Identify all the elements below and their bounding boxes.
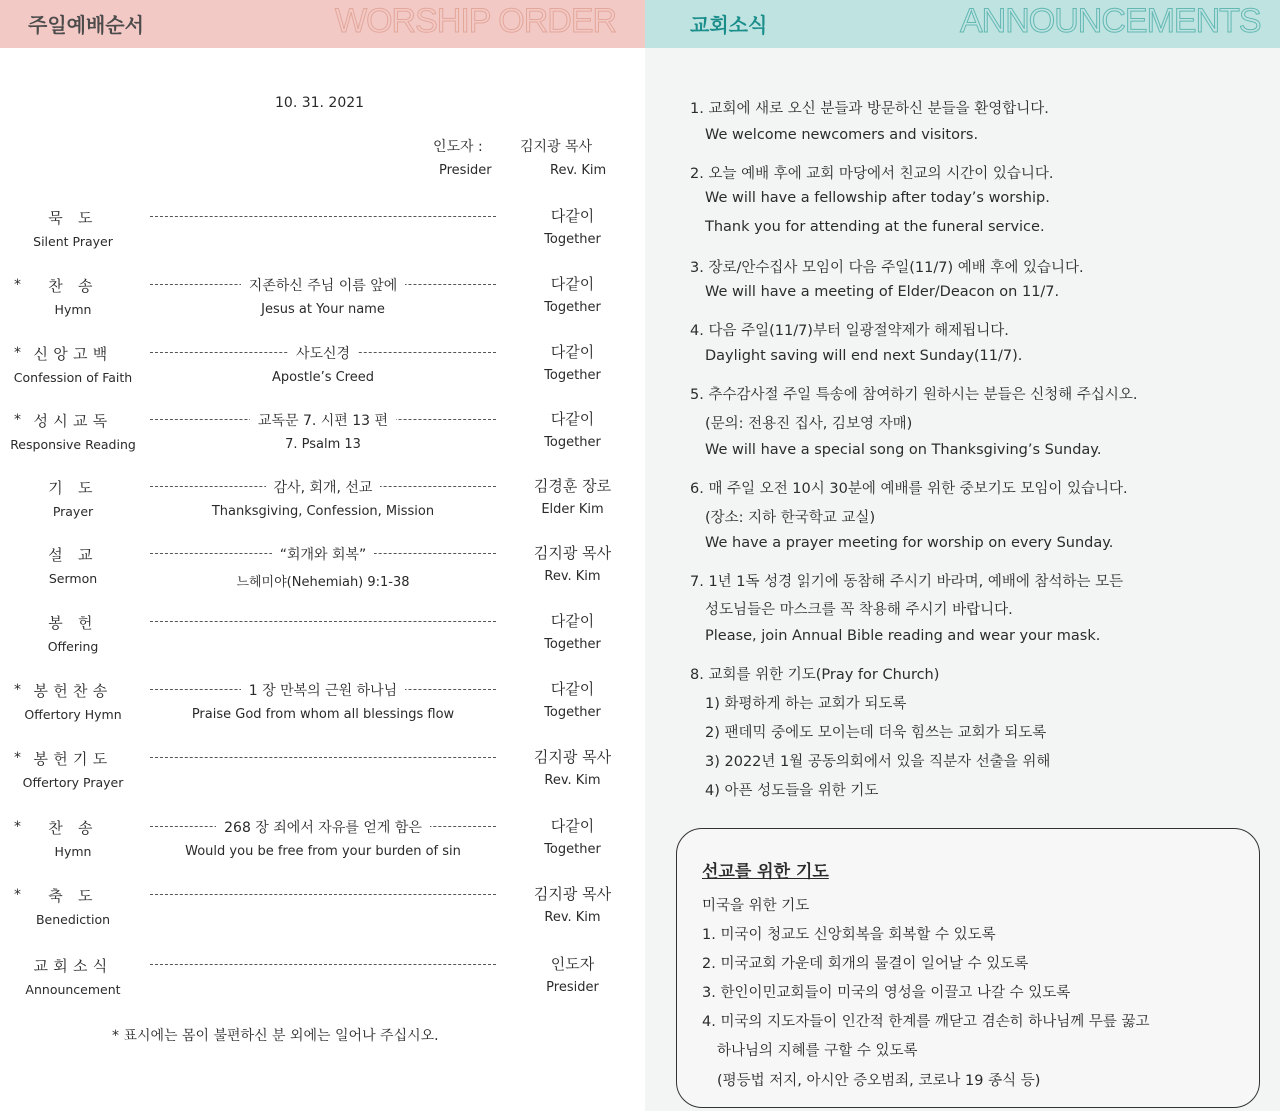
announcement-line: We will have a special song on Thanksgiving’s Sunday. (705, 442, 1102, 458)
announcement-line: We have a prayer meeting for worship on every Sunday. (705, 535, 1114, 551)
order-leader-ko: 다같이 (550, 275, 595, 293)
order-content-ko: 지존하신 주님 이름 앞에 (150, 275, 496, 295)
order-leader-en: Rev. Kim (544, 569, 601, 584)
service-date: 10. 31. 2021 (275, 95, 365, 111)
order-leader-ko: 다같이 (550, 207, 595, 225)
presider-label-ko: 인도자 : (433, 139, 483, 155)
order-content-ko: 1 장 만복의 근원 하나님 (150, 680, 496, 700)
order-row (0, 955, 645, 1015)
order-content-en: 느헤미야(Nehemiah) 9:1-38 (236, 575, 410, 590)
order-row (0, 544, 645, 604)
order-title-ko: 찬 송 (48, 277, 98, 295)
dotted-leader (150, 757, 496, 758)
announcement-line: 3. 장로/안수집사 모임이 다음 주일(11/7) 예배 후에 있습니다. (690, 260, 1084, 276)
order-leader-ko: 다같이 (550, 612, 595, 630)
announcement-line: (장소: 지하 한국학교 교실) (705, 510, 876, 526)
order-leader-ko: 김경훈 장로 (533, 477, 612, 495)
order-title-ko: 봉헌찬송 (33, 682, 113, 700)
order-content-en: Apostle’s Creed (271, 370, 374, 385)
dotted-leader (150, 621, 496, 622)
standing-mark: * (14, 682, 21, 698)
announcement-line: 2) 팬데믹 중에도 모이는데 더욱 힘쓰는 교회가 되도록 (705, 725, 1047, 741)
presider-name-ko: 김지광 목사 (520, 139, 593, 155)
order-content-en: Jesus at Your name (261, 302, 385, 317)
order-title-ko: 신앙고백 (33, 345, 113, 363)
announcement-line: We will have a fellowship after today’s worship. (705, 190, 1050, 206)
announcement-line: 성도님들은 마스크를 꼭 착용해 주시기 바랍니다. (705, 602, 1013, 618)
announcement-line: Thank you for attending at the funeral service. (705, 219, 1045, 235)
order-leader-ko: 김지광 목사 (533, 544, 612, 562)
announcement-line: Please, join Annual Bible reading and wear your mask. (705, 628, 1101, 644)
dotted-leader (150, 894, 496, 895)
order-leader-en: Together (544, 232, 601, 247)
order-row (0, 612, 645, 672)
order-title-en: Offertory Hymn (24, 707, 122, 722)
dotted-leader (150, 216, 496, 217)
order-leader-en: Together (544, 435, 601, 450)
standing-mark: * (14, 887, 21, 903)
presider-name-en: Rev. Kim (550, 163, 607, 178)
announcement-line: (문의: 전용진 집사, 김보영 자매) (705, 416, 913, 432)
order-title-ko: 묵 도 (48, 209, 98, 227)
standing-mark: * (14, 345, 21, 361)
announcement-line: 1) 화평하게 하는 교회가 되도록 (705, 696, 907, 712)
announcements-header-en: ANNOUNCEMENTS (960, 2, 1261, 40)
order-leader-ko: 김지광 목사 (533, 885, 612, 903)
order-leader-en: Together (544, 705, 601, 720)
announcement-line: 3) 2022년 1월 공동의회에서 있을 직분자 선출을 위해 (705, 754, 1051, 770)
announcement-line: 5. 추수감사절 주일 특송에 참여하기 원하시는 분들은 신청해 주십시오. (690, 387, 1138, 403)
standing-footnote: * 표시에는 몸이 불편하신 분 외에는 일어나 주십시오. (112, 1028, 439, 1044)
order-leader-ko: 다같이 (550, 410, 595, 428)
order-leader-en: Rev. Kim (544, 910, 601, 925)
order-title-en: Announcement (25, 982, 121, 997)
mission-prayer-line: 1. 미국이 청교도 신앙회복을 회복할 수 있도록 (702, 927, 996, 943)
order-leader-ko: 다같이 (550, 680, 595, 698)
order-title-ko: 축 도 (48, 887, 98, 905)
order-row (0, 207, 645, 267)
order-title-ko: 성시교독 (33, 412, 113, 430)
mission-prayer-line: 하나님의 지혜를 구할 수 있도록 (717, 1043, 918, 1059)
order-leader-en: Together (544, 368, 601, 383)
standing-mark: * (14, 412, 21, 428)
mission-prayer-line: 2. 미국교회 가운데 회개의 물결이 일어날 수 있도록 (702, 956, 1029, 972)
order-content-ko: 268 장 죄에서 자유를 얻게 함은 (150, 817, 496, 837)
mission-prayer-line: 3. 한인이민교회들이 미국의 영성을 이끌고 나갈 수 있도록 (702, 985, 1071, 1001)
order-row (0, 275, 645, 335)
order-title-ko: 봉 헌 (48, 614, 98, 632)
announcements-header (645, 0, 1280, 48)
order-title-ko: 찬 송 (48, 819, 98, 837)
announcement-line: 1. 교회에 새로 오신 분들과 방문하신 분들을 환영합니다. (690, 101, 1049, 117)
order-title-ko: 기 도 (48, 479, 98, 497)
presider-label-en: Presider (439, 163, 492, 178)
order-content-en: Praise God from whom all blessings flow (191, 707, 455, 722)
order-leader-en: Together (544, 300, 601, 315)
announcement-line: 6. 매 주일 오전 10시 30분에 예배를 위한 중보기도 모임이 있습니다. (690, 481, 1128, 497)
announcement-line: 8. 교회를 위한 기도(Pray for Church) (690, 667, 940, 683)
order-title-en: Benediction (35, 912, 111, 927)
standing-mark: * (14, 750, 21, 766)
order-row (0, 680, 645, 740)
order-leader-ko: 다같이 (550, 817, 595, 835)
order-leader-en: Rev. Kim (544, 773, 601, 788)
order-row (0, 817, 645, 877)
announcement-line: We will have a meeting of Elder/Deacon on 11/7. (705, 284, 1060, 300)
order-content-en: Thanksgiving, Confession, Mission (211, 504, 435, 519)
order-title-en: Silent Prayer (33, 234, 113, 249)
worship-header (0, 0, 645, 48)
order-content-ko: 사도신경 (150, 343, 496, 363)
order-title-en: Hymn (54, 302, 92, 317)
worship-header-ko: 주일예배순서 (28, 13, 144, 37)
order-title-en: Prayer (52, 504, 94, 519)
order-leader-en: Together (544, 842, 601, 857)
order-content-ko: 교독문 7. 시편 13 편 (150, 410, 496, 430)
dotted-leader (150, 964, 496, 965)
order-row (0, 885, 645, 945)
order-title-en: Confession of Faith (13, 370, 133, 385)
order-title-en: Hymn (54, 844, 92, 859)
order-content-en: 7. Psalm 13 (285, 437, 361, 452)
order-row (0, 477, 645, 537)
order-content-ko: 감사, 회개, 선교 (150, 477, 496, 497)
order-title-ko: 설 교 (48, 546, 98, 564)
order-leader-en: Presider (546, 980, 599, 995)
order-title-en: Sermon (48, 571, 98, 586)
announcement-line: 4. 다음 주일(11/7)부터 일광절약제가 해제됩니다. (690, 323, 1009, 339)
standing-mark: * (14, 277, 21, 293)
announcement-line: 7. 1년 1독 성경 읽기에 동참해 주시기 바라며, 예배에 참석하는 모든 (690, 574, 1124, 590)
order-title-en: Offertory Prayer (22, 775, 124, 790)
order-row (0, 343, 645, 403)
announcement-line: Daylight saving will end next Sunday(11/7). (705, 348, 1023, 364)
order-row (0, 748, 645, 808)
worship-header-en: WORSHIP ORDER (335, 2, 617, 40)
order-content-ko: “회개와 회복” (150, 544, 496, 564)
announcements-header-ko: 교회소식 (690, 13, 768, 37)
order-title-ko: 봉헌기도 (33, 750, 113, 768)
announcement-line: 2. 오늘 예배 후에 교회 마당에서 친교의 시간이 있습니다. (690, 166, 1054, 182)
announcement-line: We welcome newcomers and visitors. (705, 127, 979, 143)
announcement-line: 4) 아픈 성도들을 위한 기도 (705, 783, 879, 799)
order-content-en: Would you be free from your burden of sin (185, 844, 461, 859)
mission-prayer-box (676, 828, 1260, 1108)
order-leader-ko: 다같이 (550, 343, 595, 361)
order-title-ko: 교회소식 (33, 957, 113, 975)
mission-prayer-line: (평등법 저지, 아시안 증오범죄, 코로나 19 종식 등) (717, 1073, 1041, 1089)
order-leader-ko: 김지광 목사 (533, 748, 612, 766)
order-title-en: Offering (47, 639, 99, 654)
order-title-en: Responsive Reading (10, 437, 136, 452)
mission-title: 선교를 위한 기도 (702, 862, 829, 882)
mission-prayer-line: 4. 미국의 지도자들이 인간적 한계를 깨닫고 겸손히 하나님께 무릎 꿇고 (702, 1014, 1150, 1030)
order-leader-en: Elder Kim (541, 502, 604, 517)
mission-subtitle: 미국을 위한 기도 (702, 898, 810, 914)
order-leader-en: Together (544, 637, 601, 652)
standing-mark: * (14, 819, 21, 835)
order-row (0, 410, 645, 470)
order-leader-ko: 인도자 (550, 955, 595, 973)
